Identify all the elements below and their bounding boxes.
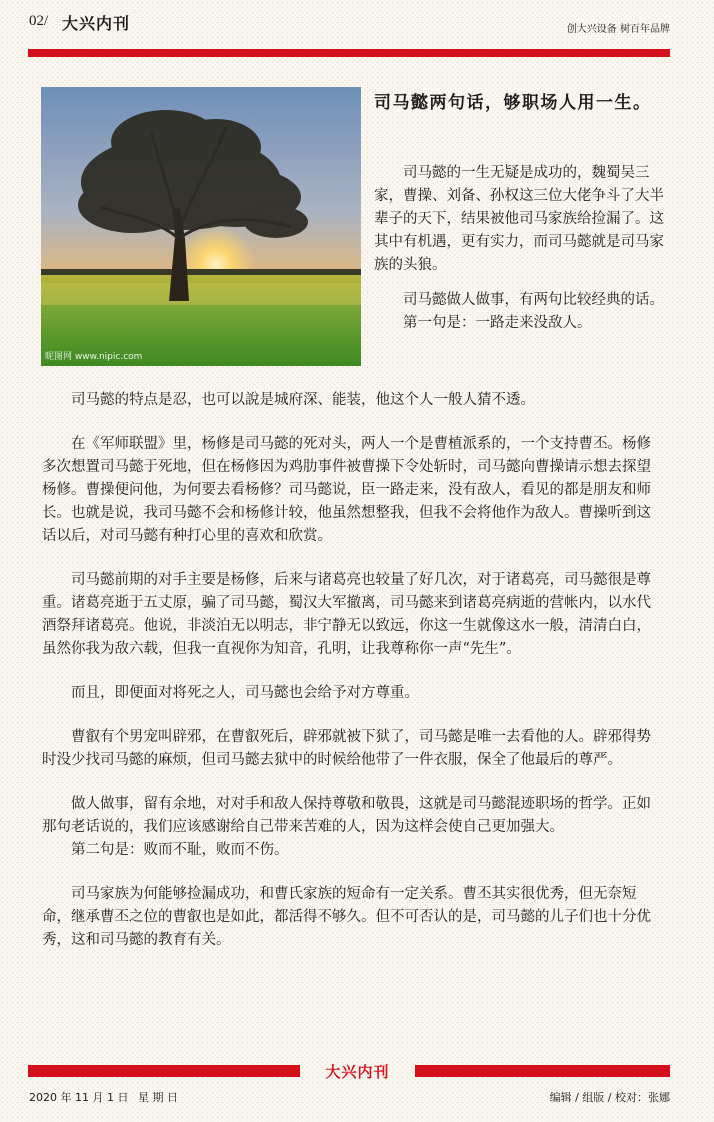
footer-editor: 编辑 / 组版 / 校对：张娜 <box>549 1091 670 1104</box>
photo-watermark: 昵图网 www.nipic.com <box>45 352 143 362</box>
article-title: 司马懿两句话，够职场人用一生。 <box>374 93 652 113</box>
side-column <box>374 162 664 335</box>
header-brand: 大兴内刊 <box>62 14 131 33</box>
footer-date: 2020 年 11 月 1 日 <box>29 1091 129 1104</box>
side-paragraph: 第一句是：一路走来没敌人。 <box>403 315 592 331</box>
side-paragraph: 司马懿的一生无疑是成功的，魏蜀吴三家，曹操、刘备、孙权这三位大佬争斗了大半辈子的天下，结果被他司马家族给捡漏了。这其中有机遇，更有实力，而司马懿就是司马家族的头狼。 <box>374 165 664 273</box>
footer-weekday: 星 期 日 <box>138 1091 178 1104</box>
article-body <box>42 389 662 973</box>
footer-brand: 大兴内刊 <box>325 1063 390 1081</box>
body-paragraph: 司马家族为何能够捡漏成功，和曹氏家族的短命有一定关系。曹丕其实很优秀，但无奈短命，继承曹丕之位的曹叡也是如此，都活得不够久。但不可否认的是，司马懿的儿子们也十分优秀，这和司马懿的教育有关。 <box>42 886 651 948</box>
page-number: 02/ <box>29 13 49 29</box>
body-paragraph: 做人做事，留有余地，对对手和敌人保持尊敬和敬畏，这就是司马懿混迹职场的哲学。正如那句老话说的，我们应该感谢给自己带来苦难的人，因为这样会使自己更加强大。 <box>42 796 651 835</box>
article-photo <box>41 87 361 366</box>
body-paragraph: 司马懿前期的对手主要是杨修，后来与诸葛亮也较量了好几次，对于诸葛亮，司马懿很是尊重。诸葛亮逝于五丈原，骗了司马懿，蜀汉大军撤离，司马懿来到诸葛亮病逝的营帐内，以水代酒祭拜诸葛亮。他说，非淡泊无以明志，非宁静无以致远，你这一生就像这水一般，清清白白，虽然你我为敌六载，但我一直视你为知音，孔明，让我尊称你一声“先生”。 <box>42 572 651 657</box>
header-slogan: 创大兴设备 树百年品牌 <box>566 24 670 35</box>
footer-bar-right <box>415 1065 670 1077</box>
top-red-rule <box>28 49 670 57</box>
side-paragraph: 司马懿做人做事，有两句比较经典的话。 <box>403 292 664 308</box>
body-paragraph: 而且，即便面对将死之人，司马懿也会给予对方尊重。 <box>71 685 419 701</box>
footer-bar-left <box>28 1065 300 1077</box>
tree-sunset-image <box>41 87 361 366</box>
body-paragraph: 在《军师联盟》里，杨修是司马懿的死对头，两人一个是曹植派系的，一个支持曹丕。杨修多次想置司马懿于死地，但在杨修因为鸡肋事件被曹操下令处斩时，司马懿向曹操请示想去探望杨修。曹操便问他，为何要去看杨修？司马懿说，臣一路走来，没有敌人，看见的都是朋友和师长。也就是说，我司马懿不会和杨修计较，他虽然想整我，但我不会将他作为敌人。曹操听到这话以后，对司马懿有种打心里的喜欢和欣赏。 <box>42 436 651 544</box>
body-paragraph: 曹叡有个男宠叫辟邪，在曹叡死后，辟邪就被下狱了，司马懿是唯一去看他的人。辟邪得势时没少找司马懿的麻烦，但司马懿去狱中的时候给他带了一件衣服，保全了他最后的尊严。 <box>42 729 651 768</box>
body-paragraph: 司马懿的特点是忍，也可以說是城府深、能装，他这个人一般人猜不透。 <box>71 392 535 408</box>
body-paragraph: 第二句是：败而不耻，败而不伤。 <box>71 842 289 858</box>
